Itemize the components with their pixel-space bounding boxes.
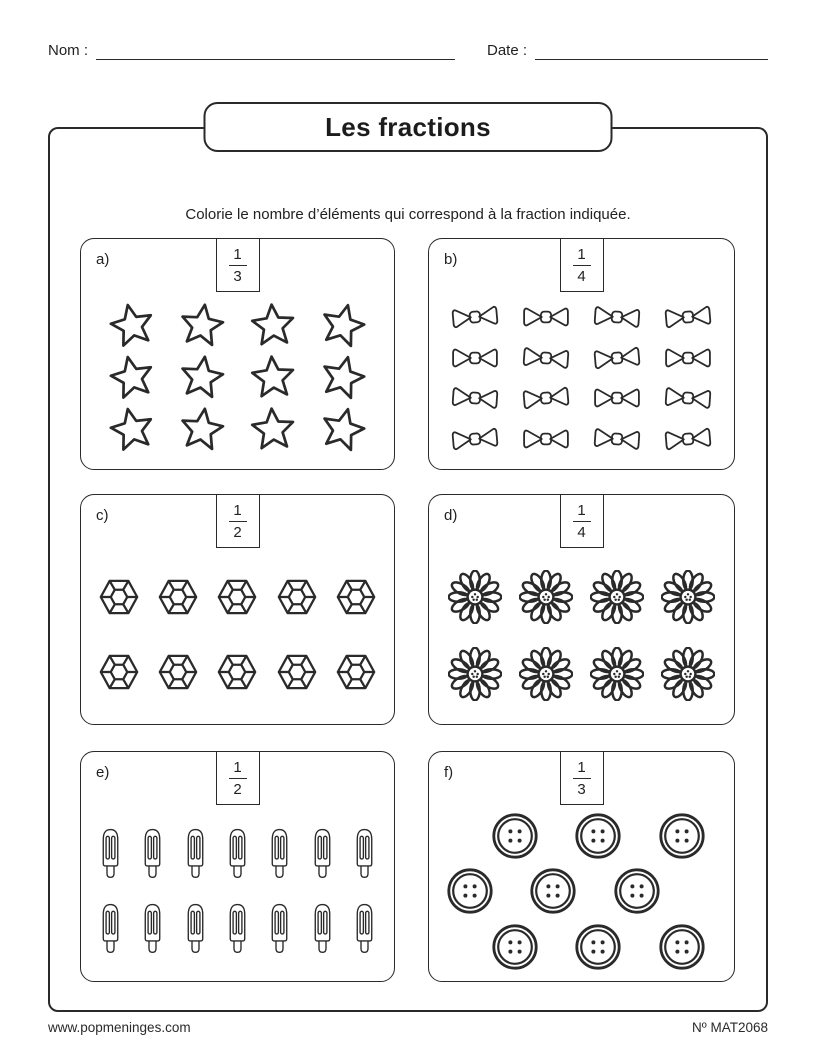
name-input-line[interactable] xyxy=(96,42,455,60)
flower-icon[interactable] xyxy=(661,570,715,624)
bow-icon[interactable] xyxy=(663,422,713,456)
date-field xyxy=(487,42,768,60)
fraction-denominator: 2 xyxy=(233,523,242,541)
button-icon[interactable] xyxy=(491,812,539,860)
fraction-box xyxy=(216,494,260,548)
flower-icon[interactable] xyxy=(448,570,502,624)
page-title: Les fractions xyxy=(325,111,491,142)
fraction-denominator: 4 xyxy=(577,267,586,285)
bow-icon[interactable] xyxy=(449,300,499,334)
panel-letter: f) xyxy=(444,764,454,781)
popsicle-icon[interactable] xyxy=(268,903,291,955)
bow-icon[interactable] xyxy=(663,300,713,334)
bow-icon[interactable] xyxy=(592,301,642,334)
fraction-numerator: 1 xyxy=(577,245,586,263)
button-icon[interactable] xyxy=(613,867,661,915)
button-icon[interactable] xyxy=(574,812,622,860)
button-icon[interactable] xyxy=(658,812,706,860)
star-icon[interactable] xyxy=(174,401,230,457)
fraction-numerator: 1 xyxy=(577,758,586,776)
popsicle-icon[interactable] xyxy=(99,828,122,880)
fraction-box xyxy=(560,751,604,805)
popsicle-icon[interactable] xyxy=(99,903,122,955)
icon-grid-gems xyxy=(81,559,394,710)
star-icon[interactable] xyxy=(102,347,161,406)
star-icon[interactable] xyxy=(313,399,374,460)
footer xyxy=(48,1020,768,1035)
bow-icon[interactable] xyxy=(522,424,570,454)
flower-icon[interactable] xyxy=(661,647,715,701)
fraction-box xyxy=(560,494,604,548)
star-icon[interactable] xyxy=(174,349,230,405)
flower-icon[interactable] xyxy=(448,647,502,701)
button-icon[interactable] xyxy=(574,923,622,971)
fraction-numerator: 1 xyxy=(233,501,242,519)
header-row xyxy=(48,42,768,60)
bow-icon[interactable] xyxy=(592,422,642,455)
star-icon[interactable] xyxy=(246,350,299,403)
title-box xyxy=(204,102,613,152)
panel-letter: e) xyxy=(96,764,110,781)
icon-grid-bows xyxy=(429,297,734,463)
star-icon[interactable] xyxy=(313,347,374,408)
fraction-denominator: 3 xyxy=(577,780,586,798)
popsicle-icon[interactable] xyxy=(226,903,249,955)
fraction-numerator: 1 xyxy=(577,501,586,519)
bow-icon[interactable] xyxy=(664,343,712,373)
fraction-denominator: 4 xyxy=(577,523,586,541)
fraction-denominator: 3 xyxy=(233,267,242,285)
fraction-numerator: 1 xyxy=(233,245,242,263)
bow-icon[interactable] xyxy=(521,381,571,415)
panel-letter: b) xyxy=(444,251,458,268)
panel-letter: a) xyxy=(96,251,110,268)
exercise-panel-b xyxy=(428,238,735,470)
popsicle-icon[interactable] xyxy=(311,828,334,880)
flower-icon[interactable] xyxy=(519,647,573,701)
star-icon[interactable] xyxy=(246,402,299,455)
button-icon[interactable] xyxy=(529,867,577,915)
star-icon[interactable] xyxy=(313,295,374,356)
fraction-bar xyxy=(573,778,591,779)
star-icon[interactable] xyxy=(246,298,299,351)
gem-icon[interactable] xyxy=(333,649,379,695)
gem-icon[interactable] xyxy=(274,574,320,620)
button-icon[interactable] xyxy=(491,923,539,971)
gem-icon[interactable] xyxy=(96,649,142,695)
flower-icon[interactable] xyxy=(519,570,573,624)
date-input-line[interactable] xyxy=(535,42,768,60)
exercise-panel-f xyxy=(428,751,735,982)
exercise-panel-d xyxy=(428,494,735,725)
popsicle-icon[interactable] xyxy=(226,828,249,880)
bow-icon[interactable] xyxy=(663,382,713,415)
bow-icon[interactable] xyxy=(522,302,570,332)
flower-icon[interactable] xyxy=(590,647,644,701)
star-icon[interactable] xyxy=(174,297,230,353)
fraction-box xyxy=(560,238,604,292)
icon-grid-buttons xyxy=(429,808,734,975)
bow-icon[interactable] xyxy=(451,343,499,373)
name-field xyxy=(48,42,455,60)
fraction-denominator: 2 xyxy=(233,780,242,798)
bow-icon[interactable] xyxy=(592,341,642,375)
bow-icon[interactable] xyxy=(449,422,499,456)
button-icon[interactable] xyxy=(446,867,494,915)
popsicle-icon[interactable] xyxy=(184,828,207,880)
instruction-text: Colorie le nombre d’éléments qui correspond à la fraction indiquée. xyxy=(185,206,631,223)
fraction-bar xyxy=(229,521,247,522)
panel-letter: d) xyxy=(444,507,458,524)
icon-grid-popsicles xyxy=(81,816,394,967)
popsicle-icon[interactable] xyxy=(141,828,164,880)
footer-website: www.popmeninges.com xyxy=(48,1020,191,1035)
panel-letter: c) xyxy=(96,507,109,524)
icon-grid-flowers xyxy=(429,559,734,712)
star-icon[interactable] xyxy=(102,295,161,354)
star-icon[interactable] xyxy=(102,399,161,458)
popsicle-icon[interactable] xyxy=(353,903,376,955)
fraction-bar xyxy=(573,521,591,522)
exercise-panel-a xyxy=(80,238,395,470)
fraction-bar xyxy=(229,778,247,779)
bow-icon[interactable] xyxy=(521,341,571,374)
fraction-numerator: 1 xyxy=(233,758,242,776)
bow-icon[interactable] xyxy=(450,382,500,415)
gem-icon[interactable] xyxy=(274,649,320,695)
flower-icon[interactable] xyxy=(590,570,644,624)
popsicle-icon[interactable] xyxy=(353,828,376,880)
popsicle-icon[interactable] xyxy=(311,903,334,955)
gem-icon[interactable] xyxy=(96,574,142,620)
button-icon[interactable] xyxy=(658,923,706,971)
icon-grid-stars xyxy=(81,299,394,461)
gem-icon[interactable] xyxy=(155,574,201,620)
bow-icon[interactable] xyxy=(593,383,641,413)
name-label: Nom : xyxy=(48,42,89,59)
gem-icon[interactable] xyxy=(214,574,260,620)
gem-icon[interactable] xyxy=(155,649,201,695)
exercise-panel-c xyxy=(80,494,395,725)
date-label: Date : xyxy=(487,42,528,59)
fraction-box xyxy=(216,238,260,292)
fraction-box xyxy=(216,751,260,805)
fraction-bar xyxy=(229,265,247,266)
fraction-bar xyxy=(573,265,591,266)
popsicle-icon[interactable] xyxy=(141,903,164,955)
popsicle-icon[interactable] xyxy=(184,903,207,955)
exercise-panel-e xyxy=(80,751,395,982)
footer-code: Nº MAT2068 xyxy=(692,1020,768,1035)
gem-icon[interactable] xyxy=(214,649,260,695)
gem-icon[interactable] xyxy=(333,574,379,620)
popsicle-icon[interactable] xyxy=(268,828,291,880)
